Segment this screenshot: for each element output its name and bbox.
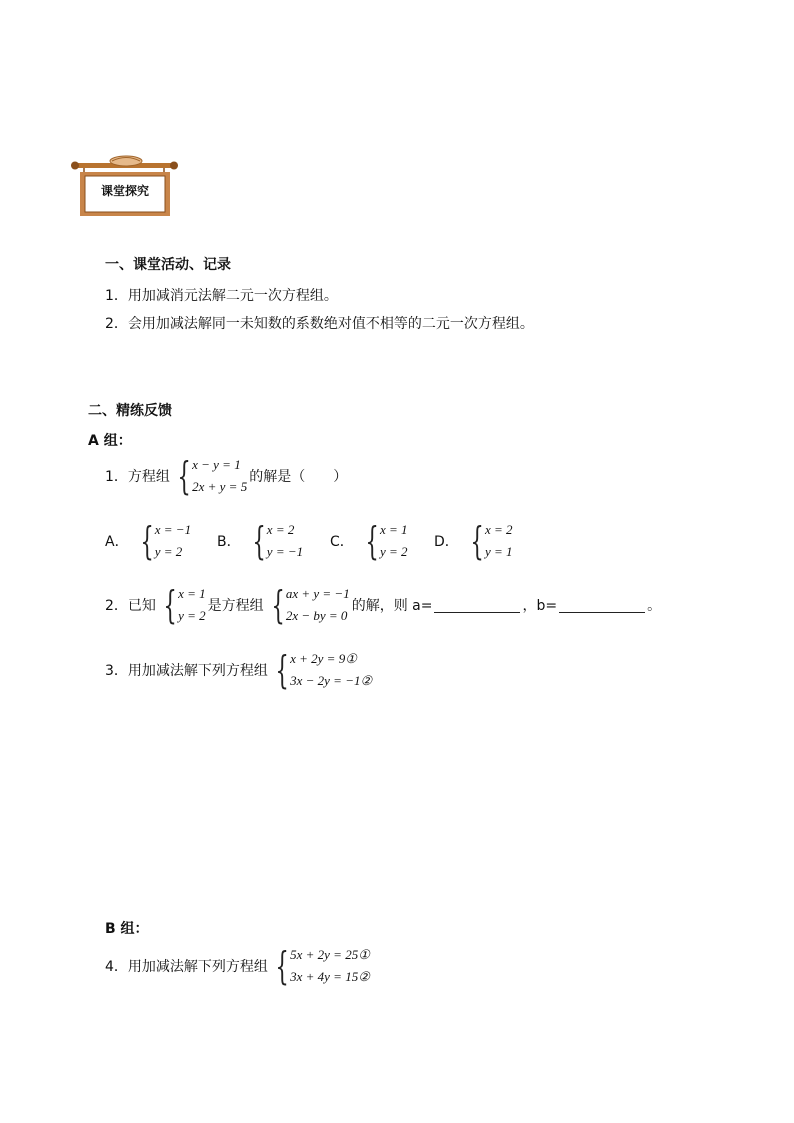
equation-line: y = 2 (178, 608, 206, 623)
answer-blank-b[interactable] (559, 598, 645, 613)
equation-system (270, 648, 372, 692)
answer-blank-a[interactable] (434, 598, 520, 613)
equation-line: x = 2 (266, 522, 295, 537)
option-label: A． (105, 534, 129, 550)
equation-line: 2x − by = 0 (285, 608, 348, 623)
equation-system (266, 583, 350, 627)
section-1-title: 一、课堂活动、记录 (105, 257, 231, 273)
equation-line: x + 2y = 9① (290, 651, 357, 666)
question-1 (105, 454, 347, 498)
group-b-label: B 组： (105, 921, 149, 937)
equation-system (465, 519, 513, 563)
option-d[interactable] (434, 519, 515, 563)
option-label: B． (217, 534, 241, 550)
brace-icon: { (140, 519, 154, 563)
question-2-text-b: ，b= (522, 598, 558, 614)
equation-line: 3x + 4y = 15② (290, 969, 370, 984)
equation-line: y = 2 (154, 544, 183, 559)
equation-line: x = 2 (484, 522, 513, 537)
equation-line: 2x + y = 5 (192, 479, 248, 494)
brace-icon: { (252, 519, 266, 563)
question-4 (105, 944, 372, 988)
option-label: C． (330, 534, 354, 550)
equation-line: y = 2 (379, 544, 408, 559)
section-1-item-2: 2．会用加减法解同一未知数的系数绝对值不相等的二元一次方程组。 (105, 316, 534, 332)
section-badge (70, 152, 180, 218)
equation-system (172, 454, 247, 498)
equation-system (135, 519, 192, 563)
question-2-end: 。 (647, 598, 662, 614)
brace-icon: { (271, 583, 285, 627)
question-4-prefix: 4．用加减法解下列方程组 (105, 959, 268, 975)
equation-line: x − y = 1 (192, 457, 241, 472)
equation-line: 3x − 2y = −1② (290, 673, 373, 688)
section-1-item-1: 1．用加减消元法解二元一次方程组。 (105, 288, 338, 304)
brace-icon: { (365, 519, 379, 563)
question-1-prefix: 1．方程组 (105, 469, 170, 485)
question-3-prefix: 3．用加减法解下列方程组 (105, 663, 268, 679)
equation-system (158, 583, 206, 627)
equation-line: x = 1 (178, 586, 206, 601)
section-2-title: 二、精练反馈 (88, 403, 172, 419)
option-b[interactable] (217, 519, 305, 563)
question-3 (105, 648, 374, 692)
brace-icon: { (275, 648, 289, 692)
brace-icon: { (470, 519, 484, 563)
question-2 (105, 583, 661, 627)
question-2-prefix: 2．已知 (105, 598, 156, 614)
option-label: D． (434, 534, 459, 550)
equation-line: x = 1 (379, 522, 408, 537)
equation-line: y = −1 (266, 544, 304, 559)
badge-label: 课堂探究 (100, 184, 149, 198)
option-a[interactable] (105, 519, 193, 563)
equation-system (247, 519, 304, 563)
equation-line: 5x + 2y = 25① (290, 947, 370, 962)
brace-icon: { (163, 583, 177, 627)
group-a-label: A 组： (88, 433, 132, 449)
question-2-middle: 是方程组 (207, 598, 264, 614)
question-2-text-a: 的解，则 a= (351, 598, 433, 614)
equation-system (360, 519, 408, 563)
question-1-suffix: 的解是（ ） (249, 469, 348, 485)
equation-line: ax + y = −1 (285, 586, 350, 601)
option-c[interactable] (330, 519, 410, 563)
equation-line: y = 1 (484, 544, 513, 559)
brace-icon: { (177, 454, 191, 498)
equation-line: x = −1 (154, 522, 192, 537)
brace-icon: { (275, 944, 289, 988)
equation-system (270, 944, 370, 988)
